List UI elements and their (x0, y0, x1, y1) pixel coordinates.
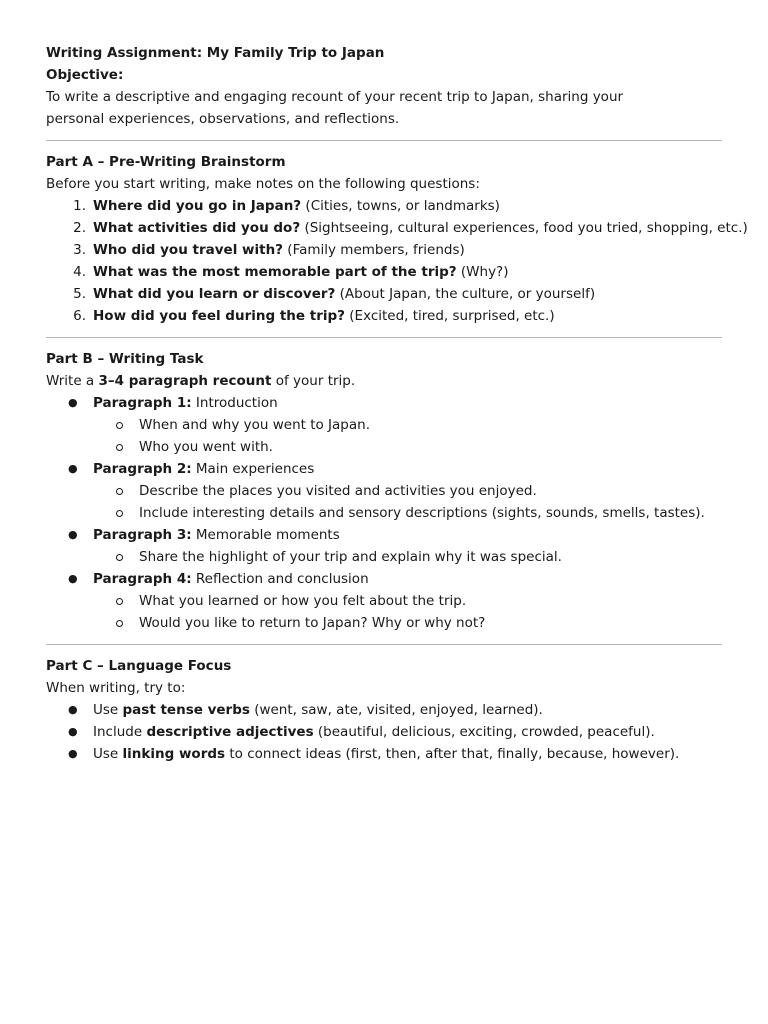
focus-pre: Use (93, 746, 123, 762)
paragraph-topic: Introduction (191, 395, 278, 411)
focus-item (46, 699, 722, 721)
item-number: 6. (73, 308, 86, 324)
sub-item (46, 590, 722, 612)
paragraph-item (46, 568, 722, 590)
paragraph-list (46, 392, 722, 634)
question-hint: (Why?) (456, 264, 509, 280)
question-hint: (Cities, towns, or landmarks) (301, 198, 500, 214)
part-a-intro: Before you start writing, make notes on the following questions: (46, 176, 480, 192)
part-b-heading: Part B – Writing Task (46, 351, 204, 367)
divider (46, 140, 722, 141)
item-number: 2. (73, 220, 86, 236)
question-text: What activities did you do? (93, 220, 301, 236)
intro-pre: Write a (46, 373, 99, 389)
sub-item (46, 436, 722, 458)
circle-bullet-icon (116, 620, 123, 627)
question-item (46, 261, 722, 283)
circle-bullet-icon (116, 422, 123, 429)
paragraph-label: Paragraph 4: (93, 571, 192, 587)
sub-item (46, 546, 722, 568)
question-item (46, 217, 748, 239)
question-item (46, 283, 722, 305)
divider (46, 644, 722, 645)
sub-item (46, 480, 722, 502)
paragraph-topic: Reflection and conclusion (191, 571, 369, 587)
circle-bullet-icon (116, 598, 123, 605)
focus-rest: (beautiful, delicious, exciting, crowded, peaceful). (313, 724, 655, 740)
item-number: 3. (73, 242, 86, 258)
bullet-icon: ● (68, 572, 78, 585)
question-text: Where did you go in Japan? (93, 198, 302, 214)
part-a-heading: Part A – Pre-Writing Brainstorm (46, 154, 286, 170)
circle-bullet-icon (116, 444, 123, 451)
divider (46, 337, 722, 338)
focus-bold: linking words (122, 746, 226, 762)
focus-bold: past tense verbs (122, 702, 250, 718)
sub-text: When and why you went to Japan. (139, 417, 370, 433)
focus-item (46, 743, 722, 765)
sub-item (46, 502, 722, 524)
bullet-icon: ● (68, 703, 78, 716)
paragraph-label: Paragraph 3: (93, 527, 192, 543)
paragraph-item (46, 392, 722, 414)
sub-text: Who you went with. (139, 439, 273, 455)
question-hint: (Excited, tired, surprised, etc.) (345, 308, 555, 324)
sub-text: Would you like to return to Japan? Why or why not? (139, 615, 486, 631)
part-c-intro: When writing, try to: (46, 680, 186, 696)
bullet-icon: ● (68, 528, 78, 541)
objective-text: To write a descriptive and engaging recount of your recent trip to Japan, sharing your personal experiences, observations, and reflections. (46, 89, 624, 127)
question-text: Who did you travel with? (93, 242, 284, 258)
focus-rest: (went, saw, ate, visited, enjoyed, learned). (249, 702, 543, 718)
part-b-intro (46, 370, 722, 392)
focus-rest: to connect ideas (first, then, after that, finally, because, however). (225, 746, 680, 762)
question-hint: (About Japan, the culture, or yourself) (335, 286, 596, 302)
sub-text: Share the highlight of your trip and explain why it was special. (139, 549, 562, 565)
circle-bullet-icon (116, 488, 123, 495)
paragraph-item (46, 458, 722, 480)
question-text: How did you feel during the trip? (93, 308, 345, 324)
sub-item (46, 414, 722, 436)
part-a-questions (46, 195, 748, 327)
question-item (46, 195, 722, 217)
question-hint: (Sightseeing, cultural experiences, food you tried, shopping, etc.) (300, 220, 748, 236)
focus-pre: Include (93, 724, 147, 740)
question-text: What was the most memorable part of the trip? (93, 264, 457, 280)
question-hint: (Family members, friends) (283, 242, 465, 258)
sub-text: What you learned or how you felt about the trip. (139, 593, 467, 609)
sub-text: Include interesting details and sensory descriptions (sights, sounds, smells, tastes). (139, 505, 705, 521)
sub-item (46, 612, 722, 634)
item-number: 1. (73, 198, 86, 214)
paragraph-label: Paragraph 2: (93, 461, 192, 477)
circle-bullet-icon (116, 554, 123, 561)
item-number: 4. (73, 264, 86, 280)
intro-bold: 3–4 paragraph recount (98, 373, 272, 389)
bullet-icon: ● (68, 462, 78, 475)
question-item (46, 239, 722, 261)
objective-heading: Objective: (46, 67, 124, 83)
intro-post: of your trip. (271, 373, 356, 389)
focus-bold: descriptive adjectives (146, 724, 314, 740)
bullet-icon: ● (68, 396, 78, 409)
bullet-icon: ● (68, 725, 78, 738)
paragraph-label: Paragraph 1: (93, 395, 192, 411)
part-c-heading: Part C – Language Focus (46, 658, 232, 674)
sub-text: Describe the places you visited and activities you enjoyed. (139, 483, 537, 499)
document-title: Writing Assignment: My Family Trip to Japan (46, 45, 385, 61)
focus-item (46, 721, 722, 743)
paragraph-topic: Main experiences (191, 461, 315, 477)
language-focus-list (46, 699, 722, 765)
paragraph-item (46, 524, 722, 546)
paragraph-topic: Memorable moments (191, 527, 340, 543)
item-number: 5. (73, 286, 86, 302)
focus-pre: Use (93, 702, 123, 718)
bullet-icon: ● (68, 747, 78, 760)
question-item (46, 305, 722, 327)
circle-bullet-icon (116, 510, 123, 517)
question-text: What did you learn or discover? (93, 286, 336, 302)
